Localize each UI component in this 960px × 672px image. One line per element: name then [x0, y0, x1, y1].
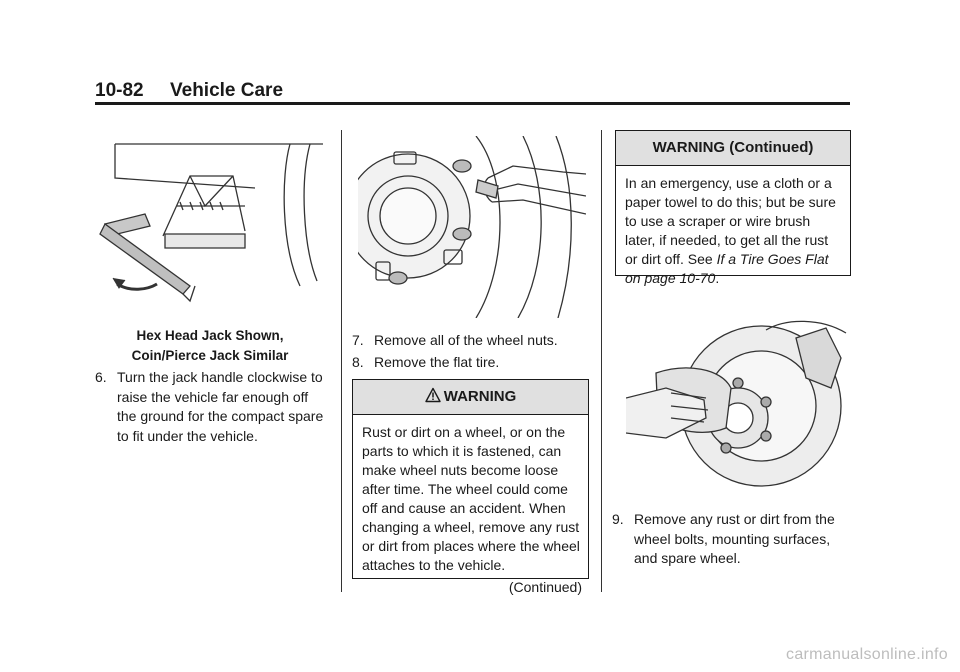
step-7-number: 7. — [352, 332, 364, 348]
warning-icon — [425, 387, 441, 403]
step-6-text: Turn the jack handle clockwise to raise the vehicle far enough off the ground for the compact spare to fit under the vehicle. — [117, 369, 324, 444]
warning-continued-header: WARNING (Continued) — [616, 131, 850, 166]
hub-cleaning-drawing — [626, 318, 854, 488]
jack-drawing — [95, 136, 323, 306]
step-8 — [352, 353, 588, 373]
step-7 — [352, 331, 588, 351]
warning-box — [352, 379, 589, 595]
warning-continued: (Continued) — [508, 579, 582, 595]
caption-line-2: Coin/Pierce Jack Similar — [131, 348, 289, 363]
header-rule — [95, 102, 850, 105]
page-header — [95, 80, 283, 102]
step-6-number: 6. — [95, 369, 107, 385]
hub-cleaning-illustration — [626, 318, 854, 488]
page-number: 10-82 — [95, 80, 144, 101]
column-divider-1 — [341, 130, 342, 592]
step-9 — [612, 510, 852, 569]
caption-line-1: Hex Head Jack Shown, — [136, 328, 284, 343]
section-title: Vehicle Care — [170, 80, 284, 101]
step-8-number: 8. — [352, 354, 364, 370]
cross-reference-link[interactable]: If a Tire Goes Flat on page 10-70 — [625, 251, 829, 286]
step-9-number: 9. — [612, 511, 624, 527]
warning-header — [353, 380, 588, 415]
warning-continued-box — [615, 130, 851, 286]
warning-body: Rust or dirt on a wheel, or on the parts to which it is fastened, can make wheel nuts become loose after time. The wheel could come off and cause an accident. When changing a wheel, remove any rust or dirt from places where the wheel attaches to the vehicle. — [362, 424, 580, 573]
warning-continued-body — [616, 166, 850, 292]
warning-title: WARNING — [443, 388, 517, 405]
column-divider-2 — [601, 130, 602, 592]
wheel-nut-drawing — [358, 136, 586, 318]
wheel-nut-illustration — [358, 136, 586, 318]
warning-continued-end: . — [715, 270, 720, 286]
watermark: carmanualsonline.info — [786, 646, 948, 663]
step-9-text: Remove any rust or dirt from the wheel bolts, mounting surfaces, and spare wheel. — [634, 511, 835, 566]
jack-illustration — [95, 136, 323, 306]
step-6 — [95, 368, 325, 446]
step-7-text: Remove all of the wheel nuts. — [374, 332, 558, 348]
warning-continued-text: In an emergency, use a cloth or a paper towel to do this; but be sure to use a scraper or wire brush later, if needed, to get all the rust or dirt off. See — [625, 175, 836, 267]
jack-caption — [95, 326, 325, 366]
step-8-text: Remove the flat tire. — [374, 354, 500, 370]
